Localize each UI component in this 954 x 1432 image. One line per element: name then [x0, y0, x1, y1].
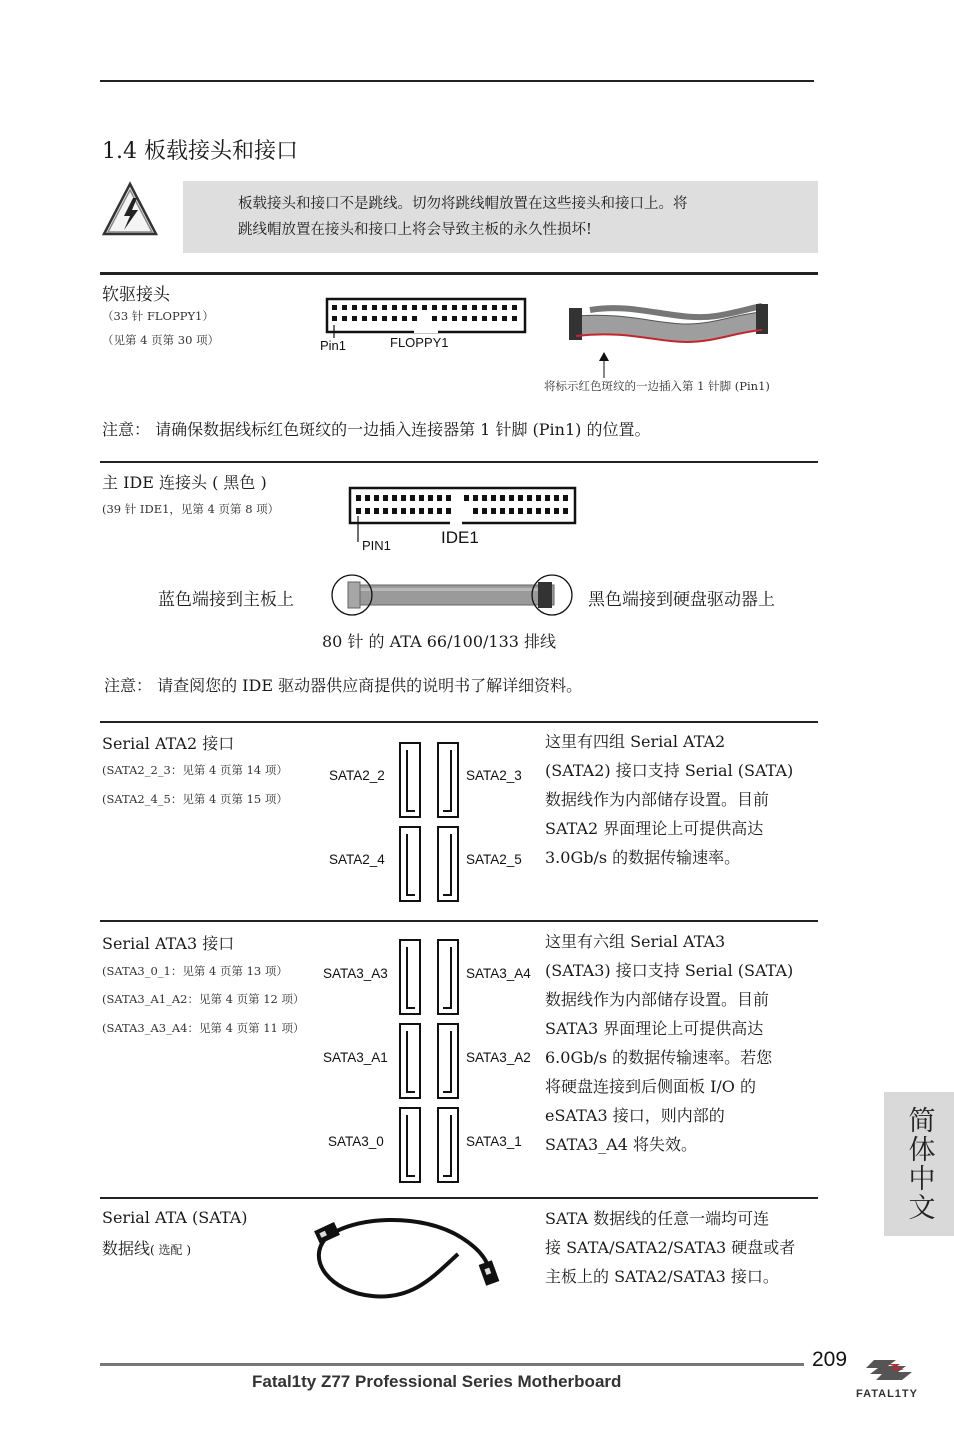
- sata3-a1-port: [399, 1023, 421, 1099]
- ide-rule: [100, 461, 818, 463]
- sata3-desc-line: eSATA3 接口，则内部的: [545, 1106, 725, 1125]
- ide-ref: (39 针 IDE1，见第 4 页第 8 项）: [102, 502, 280, 516]
- sata3-1-label: SATA3_1: [466, 1134, 522, 1149]
- sata-cable-desc-line: 主板上的 SATA2/SATA3 接口。: [545, 1267, 779, 1286]
- sata3-ref-3: (SATA3_A3_A4：见第 4 页第 11 项）: [102, 1021, 305, 1035]
- sata3-a3-port: [399, 939, 421, 1015]
- floppy-note: 注意： 请确保数据线标红色斑纹的一边插入连接器第 1 针脚 (Pin1) 的位置。: [102, 420, 651, 439]
- sata3-a1-label: SATA3_A1: [323, 1050, 388, 1065]
- sata3-0-label: SATA3_0: [328, 1134, 384, 1149]
- sata2-desc-line: 数据线作为内部储存设置。目前: [545, 790, 770, 809]
- floppy-title: 软驱接头: [102, 285, 170, 305]
- warning-icon: [100, 180, 160, 240]
- sata3-a2-port: [437, 1023, 459, 1099]
- sata2-3-port: [437, 742, 459, 818]
- ide-cable-caption: 80 针 的 ATA 66/100/133 排线: [322, 632, 557, 651]
- floppy-pin1-label: Pin1: [320, 338, 347, 353]
- ide-cable-image: [330, 572, 576, 618]
- ide-note: 注意： 请查阅您的 IDE 驱动器供应商提供的说明书了解详细资料。: [104, 676, 583, 695]
- sata-cable-desc-line: 接 SATA/SATA2/SATA3 硬盘或者: [545, 1238, 796, 1257]
- ide-pin1-label: PIN1: [362, 538, 391, 553]
- sata2-desc-line: 3.0Gb/s 的数据传输速率。: [545, 848, 741, 867]
- sata-cable-rule: [100, 1197, 818, 1199]
- sata2-ref-1: (SATA2_2_3：见第 4 页第 14 项）: [102, 763, 288, 777]
- sata-cable-desc-line: SATA 数据线的任意一端均可连: [545, 1209, 770, 1228]
- sata3-desc-line: (SATA3) 接口支持 Serial (SATA): [545, 961, 794, 980]
- sata3-desc-line: SATA3 界面理论上可提供高达: [545, 1019, 764, 1038]
- sata-cable-title: Serial ATA (SATA): [102, 1208, 248, 1227]
- sata2-description: [545, 727, 825, 872]
- ide-title: 主 IDE 连接头 ( 黑色 ): [102, 473, 267, 492]
- sata3-desc-line: 将硬盘连接到后侧面板 I/O 的: [545, 1077, 757, 1096]
- floppy-arrow: [598, 352, 610, 378]
- footer-rule: [100, 1363, 804, 1366]
- sata-cable-description: [545, 1204, 825, 1291]
- sata2-4-port: [399, 826, 421, 902]
- footer-product: Fatal1ty Z77 Professional Series Motherboard: [252, 1372, 622, 1391]
- sata2-2-port: [399, 742, 421, 818]
- fatal1ty-logo-text: FATAL1TY: [856, 1388, 918, 1400]
- sata2-3-label: SATA2_3: [466, 768, 522, 783]
- sata-cable-title-2: [102, 1236, 191, 1259]
- sata-cable-optional: ( 选配 ): [150, 1243, 192, 1257]
- ide-name-label: IDE1: [441, 528, 479, 547]
- language-tab-label: 简体中文: [903, 1106, 935, 1222]
- sata3-desc-line: 这里有六组 Serial ATA3: [545, 932, 726, 951]
- sata3-a2-label: SATA3_A2: [466, 1050, 531, 1065]
- sata2-ref-2: (SATA2_4_5：见第 4 页第 15 项）: [102, 792, 288, 806]
- sata2-desc-line: (SATA2) 接口支持 Serial (SATA): [545, 761, 794, 780]
- page-number: 209: [812, 1348, 848, 1371]
- sata3-desc-line: 6.0Gb/s 的数据传输速率。若您: [545, 1048, 773, 1067]
- sata3-ref-1: (SATA3_0_1：见第 4 页第 13 项）: [102, 964, 288, 978]
- floppy-cable-note: 将标示红色斑纹的一边插入第 1 针脚 (Pin1): [544, 379, 770, 393]
- sata3-rule: [100, 920, 818, 922]
- sata2-2-label: SATA2_2: [329, 768, 385, 783]
- floppy-cable-image: [566, 296, 772, 356]
- sata2-desc-line: SATA2 界面理论上可提供高达: [545, 819, 764, 838]
- sata3-a4-label: SATA3_A4: [466, 966, 531, 981]
- floppy-ref: （见第 4 页第 30 项）: [102, 333, 220, 347]
- sata3-desc-line: 数据线作为内部储存设置。目前: [545, 990, 770, 1009]
- floppy-pins: （33 针 FLOPPY1）: [102, 309, 214, 323]
- ide-blue-end-label: 蓝色端接到主板上: [158, 590, 294, 610]
- sata3-ref-2: (SATA3_A1_A2：见第 4 页第 12 项）: [102, 992, 305, 1006]
- floppy-rule: [100, 272, 818, 275]
- sata3-title: Serial ATA3 接口: [102, 934, 235, 953]
- top-rule: [100, 80, 814, 82]
- ide-black-end-label: 黑色端接到硬盘驱动器上: [588, 590, 775, 610]
- sata3-0-port: [399, 1107, 421, 1183]
- floppy-name-label: FLOPPY1: [390, 335, 449, 350]
- sata2-4-label: SATA2_4: [329, 852, 385, 867]
- sata2-desc-line: 这里有四组 Serial ATA2: [545, 732, 726, 751]
- sata3-description: [545, 927, 825, 1159]
- sata3-a4-port: [437, 939, 459, 1015]
- sata-cable-image: [312, 1208, 506, 1302]
- sata3-1-port: [437, 1107, 459, 1183]
- sata3-a3-label: SATA3_A3: [323, 966, 388, 981]
- sata2-rule: [100, 721, 818, 723]
- sata2-title: Serial ATA2 接口: [102, 734, 235, 753]
- sata3-desc-line: SATA3_A4 将失效。: [545, 1135, 697, 1154]
- warning-line-2: 跳线帽放置在接头和接口上将会导致主板的永久性损坏!: [238, 222, 592, 238]
- section-title: 1.4 板载接头和接口: [102, 139, 298, 164]
- sata2-5-port: [437, 826, 459, 902]
- sata2-5-label: SATA2_5: [466, 852, 522, 867]
- warning-line-1: 板载接头和接口不是跳线。切勿将跳线帽放置在这些接头和接口上。将: [238, 196, 688, 212]
- sata-cable-title-text: 数据线: [102, 1239, 151, 1258]
